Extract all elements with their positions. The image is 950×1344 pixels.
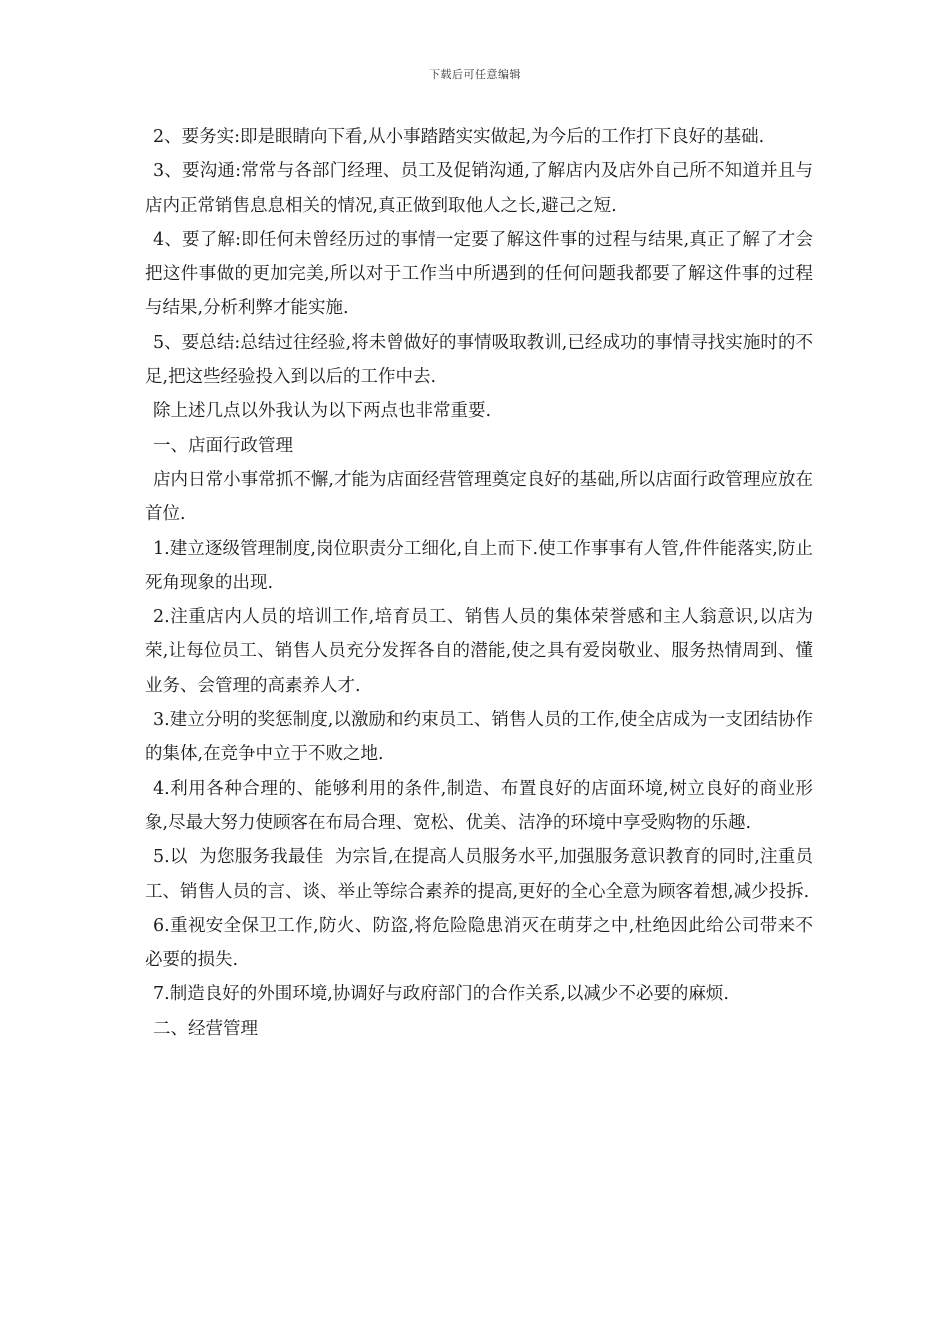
paragraph-transition: 除上述几点以外我认为以下两点也非常重要. bbox=[153, 401, 492, 422]
paragraph-item-2-practical: 2、要务实:即是眼睛向下看,从小事踏踏实实做起,为今后的工作打下良好的基础. bbox=[153, 127, 765, 147]
section-heading-admin: 一、店面行政管理 bbox=[153, 435, 293, 456]
paragraph-admin-7: 7.制造良好的外围环境,协调好与政府部门的合作关系,以减少不必要的麻烦. bbox=[153, 984, 729, 1005]
paragraph-item-5-summarize: 5、要总结:总结过往经验,将未曾做好的事情吸取教训,已经成功的事情寻找实施时的不足,把这些经验投入到以后的工作中去. bbox=[145, 332, 813, 388]
paragraph-item-3-communicate: 3、要沟通:常常与各部门经理、员工及促销沟通,了解店内及店外自己所不知道并且与店内正常销售息息相关的情况,真正做到取他人之长,避己之短. bbox=[145, 161, 813, 216]
paragraph-admin-1: 1.建立逐级管理制度,岗位职责分工细化,自上而下.使工作事事有人管,件件能落实,防止死角现象的出现. bbox=[145, 538, 813, 593]
paragraph-admin-intro: 店内日常小事常抓不懈,才能为店面经营管理奠定良好的基础,所以店面行政管理应放在首位. bbox=[145, 469, 813, 525]
document-body bbox=[145, 120, 813, 1046]
paragraph-admin-4: 4.利用各种合理的、能够利用的条件,制造、布置良好的店面环境,树立良好的商业形象,尽最大努力使顾客在布局合理、宽松、优美、洁净的环境中享受购物的乐趣. bbox=[145, 778, 813, 833]
paragraph-item-4-understand: 4、要了解:即任何未曾经历过的事情一定要了解这件事的过程与结果,真正了解了才会把这件事做的更加完美,所以对于工作当中所遇到的任何问题我都要了解这件事的过程与结果,分析利弊才能实施. bbox=[145, 229, 813, 319]
section-heading-operations: 二、经营管理 bbox=[153, 1018, 258, 1039]
paragraph-admin-3: 3.建立分明的奖惩制度,以激励和约束员工、销售人员的工作,使全店成为一支团结协作的集体,在竞争中立于不败之地. bbox=[145, 710, 813, 765]
page-header: 下载后可任意编辑 bbox=[429, 68, 521, 81]
paragraph-admin-2: 2.注重店内人员的培训工作,培育员工、销售人员的集体荣誉感和主人翁意识,以店为荣,让每位员工、销售人员充分发挥各自的潜能,使之具有爱岗敬业、服务热情周到、懂业务、会管理的高素养人才. bbox=[145, 607, 813, 696]
paragraph-admin-6: 6.重视安全保卫工作,防火、防盗,将危险隐患消灭在萌芽之中,杜绝因此给公司带来不必要的损失. bbox=[145, 915, 813, 971]
paragraph-admin-5: 5.以 为您服务我最佳 为宗旨,在提高人员服务水平,加强服务意识教育的同时,注重员工、销售人员的言、谈、举止等综合素养的提高,更好的全心全意为顾客着想,减少投拆. bbox=[145, 847, 813, 902]
